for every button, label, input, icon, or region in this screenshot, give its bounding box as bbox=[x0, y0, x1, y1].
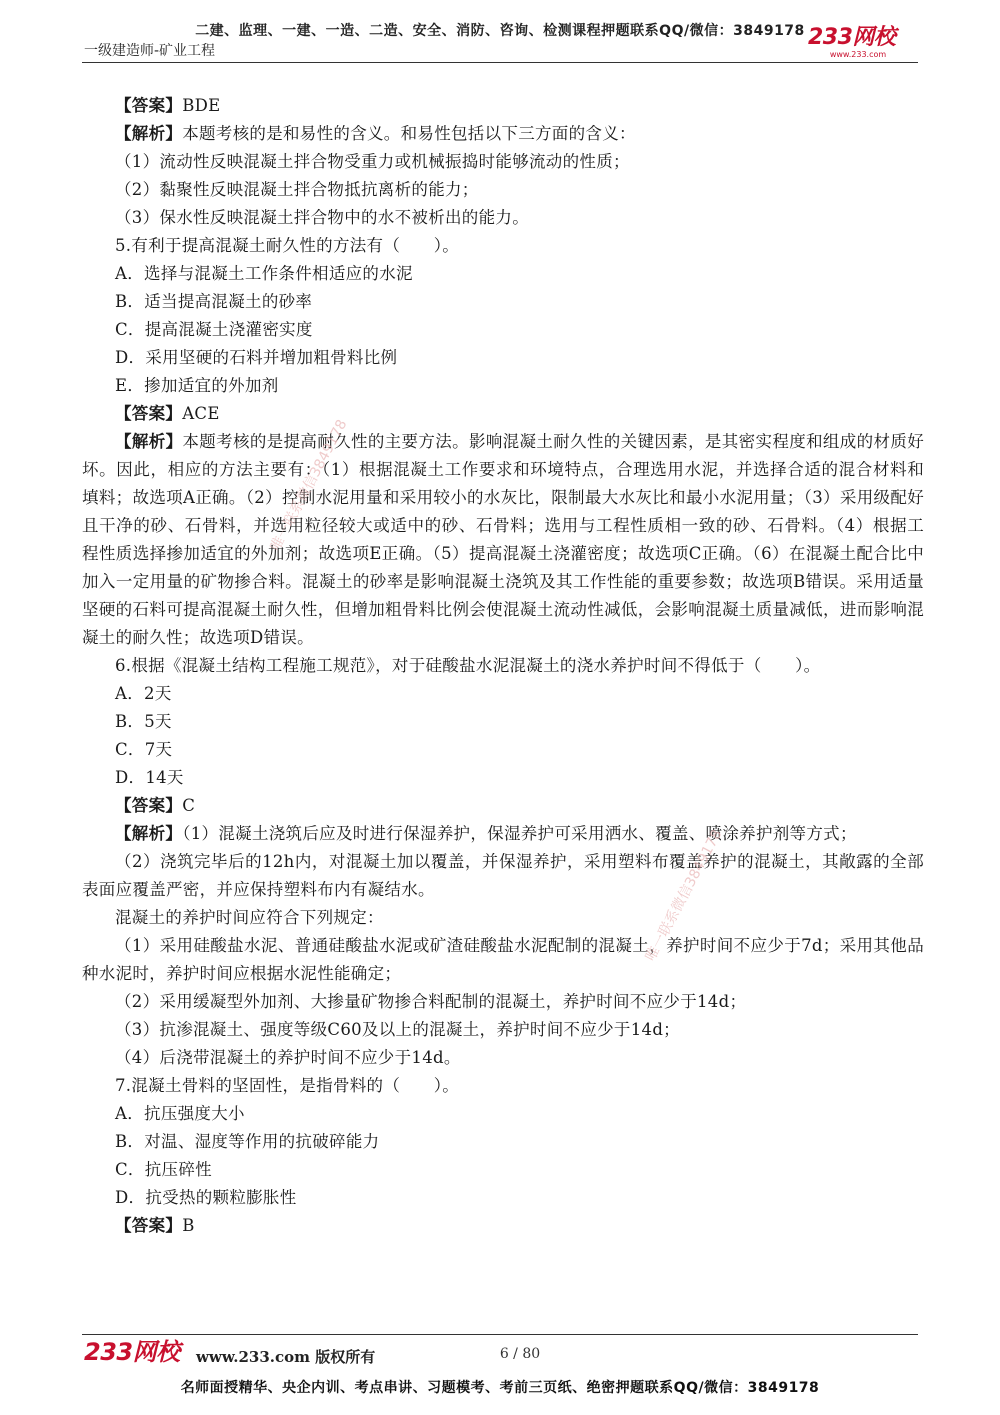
footer-promo: 名师面授精华、央企内训、考点串讲、习题模考、考前三页纸、绝密押题联系QQ/微信：3849178 bbox=[180, 1380, 820, 1396]
q6-analysis-para: （2）浇筑完毕后的12h内，对混凝土加以覆盖，并保湿养护，采用塑料布覆盖养护的混凝土，其敞露的全部表面应覆盖严密，并应保持塑料布内有凝结水。 bbox=[82, 852, 924, 899]
q4-answer bbox=[82, 92, 924, 120]
q7-option: B．对温、湿度等作用的抗破碎能力 bbox=[115, 1132, 380, 1151]
answer-value: B bbox=[182, 1216, 195, 1235]
analysis-label: 【解析】 bbox=[115, 124, 183, 143]
q6-analysis-para: 混凝土的养护时间应符合下列规定： bbox=[115, 908, 384, 927]
q4-analysis bbox=[82, 120, 924, 148]
answer-label: 【答案】 bbox=[115, 96, 183, 115]
q5-analysis bbox=[82, 428, 924, 652]
q6-option: B．5天 bbox=[115, 712, 172, 731]
footer-copyright: www.233.com 版权所有 bbox=[196, 1348, 376, 1366]
q4-point: （2）黏聚性反映混凝土拌合物抵抗离析的能力； bbox=[115, 180, 479, 199]
q7-option: D．抗受热的颗粒膨胀性 bbox=[115, 1188, 297, 1207]
q6-option: A．2天 bbox=[115, 684, 172, 703]
answer-label: 【答案】 bbox=[115, 796, 183, 815]
q6-analysis-para: （4）后浇带混凝土的养护时间不应少于14d。 bbox=[115, 1048, 461, 1067]
q5-option: A．选择与混凝土工作条件相适应的水泥 bbox=[115, 264, 413, 283]
q4-point: （3）保水性反映混凝土拌合物中的水不被析出的能力。 bbox=[115, 208, 529, 227]
q7-question: 7.混凝土骨料的坚固性，是指骨料的（ ）。 bbox=[115, 1076, 460, 1095]
header-subtitle: 一级建造师-矿业工程 bbox=[84, 43, 216, 59]
q6-option: C．7天 bbox=[115, 740, 173, 759]
answer-value: C bbox=[182, 796, 196, 815]
analysis-text: 本题考核的是提高耐久性的主要方法。影响混凝土耐久性的关键因素，是其密实程度和组成的材质好坏。因此，相应的方法主要有：（1）根据混凝土工作要求和环境特点，合理选用水泥，并选择合适的混合材料和填料；故选项A正确。（2）控制水泥用量和采用较小的水灰比，限制最大水灰比和最小水泥用量；（3）采用级配好且干净的砂、石骨料，并选用粒径较大或适中的砂、石骨料；选用与工程性质相一致的砂、石骨料。（4）根据工程性质选择掺加适宜的外加剂；故选项E正确。（5）提高混凝土浇灌密度；故选项C正确。（6）在混凝土配合比中加入一定用量的矿物掺合料。混凝土的砂率是影响混凝土浇筑及其工作性能的重要参数；故选项B错误。采用适量坚硬的石料可提高混凝土耐久性，但增加粗骨料比例会使混凝土流动性减低，会影响混凝土质量减低，进而影响混凝土的耐久性；故选项D错误。 bbox=[82, 432, 924, 647]
q5-answer bbox=[82, 400, 924, 428]
brand-logo-text: 233网校 bbox=[808, 25, 896, 50]
q6-question: 6.根据《混凝土结构工程施工规范》，对于硅酸盐水泥混凝土的浇水养护时间不得低于（ ）。 bbox=[115, 656, 821, 675]
header-promo: 二建、监理、一建、一造、二造、安全、消防、咨询、检测课程押题联系QQ/微信：3849178 bbox=[195, 23, 805, 39]
analysis-label: 【解析】 bbox=[115, 432, 183, 451]
watermark: 唯一联系微信3849178 bbox=[642, 827, 726, 964]
analysis-label: 【解析】 bbox=[115, 824, 183, 843]
brand-logo bbox=[808, 26, 928, 66]
watermark: 唯一联系微信3849178 bbox=[267, 417, 351, 554]
q5-option: B．适当提高混凝土的砂率 bbox=[115, 292, 313, 311]
q5-option: C．提高混凝土浇灌密实度 bbox=[115, 320, 313, 339]
q4-point: （1）流动性反映混凝土拌合物受重力或机械振捣时能够流动的性质； bbox=[115, 152, 630, 171]
answer-value: ACE bbox=[182, 404, 220, 423]
q6-analysis bbox=[82, 820, 924, 848]
q5-option: D．采用坚硬的石料并增加粗骨料比例 bbox=[115, 348, 398, 367]
answer-label: 【答案】 bbox=[115, 404, 183, 423]
footer-logo-text: 233网校 bbox=[84, 1338, 180, 1366]
q6-option: D．14天 bbox=[115, 768, 184, 787]
q7-answer bbox=[82, 1212, 924, 1240]
brand-logo-url: www.233.com bbox=[829, 50, 887, 59]
q7-option: A．抗压强度大小 bbox=[115, 1104, 245, 1123]
page-number: 6 / 80 bbox=[499, 1346, 541, 1362]
q7-option: C．抗压碎性 bbox=[115, 1160, 212, 1179]
answer-value: BDE bbox=[182, 96, 221, 115]
analysis-text: （1）混凝土浇筑后应及时进行保湿养护，保湿养护可采用洒水、覆盖、喷涂养护剂等方式； bbox=[182, 824, 857, 843]
header-divider bbox=[82, 62, 918, 63]
q5-question: 5.有利于提高混凝土耐久性的方法有（ ）。 bbox=[115, 236, 460, 255]
answer-label: 【答案】 bbox=[115, 1216, 183, 1235]
document-body bbox=[82, 92, 924, 1240]
q6-analysis-para: （3）抗渗混凝土、强度等级C60及以上的混凝土，养护时间不应少于14d； bbox=[115, 1020, 680, 1039]
footer-logo bbox=[84, 1340, 180, 1364]
q6-analysis-para: （1）采用硅酸盐水泥、普通硅酸盐水泥或矿渣硅酸盐水泥配制的混凝土，养护时间不应少于7d；采用其他品种水泥时，养护时间应根据水泥性能确定； bbox=[82, 936, 924, 983]
q5-option: E．掺加适宜的外加剂 bbox=[115, 376, 279, 395]
analysis-text: 本题考核的是和易性的含义。和易性包括以下三方面的含义： bbox=[182, 124, 636, 143]
footer-divider bbox=[82, 1334, 918, 1335]
q6-answer bbox=[82, 792, 924, 820]
q6-analysis-para: （2）采用缓凝型外加剂、大掺量矿物掺合料配制的混凝土，养护时间不应少于14d； bbox=[115, 992, 747, 1011]
